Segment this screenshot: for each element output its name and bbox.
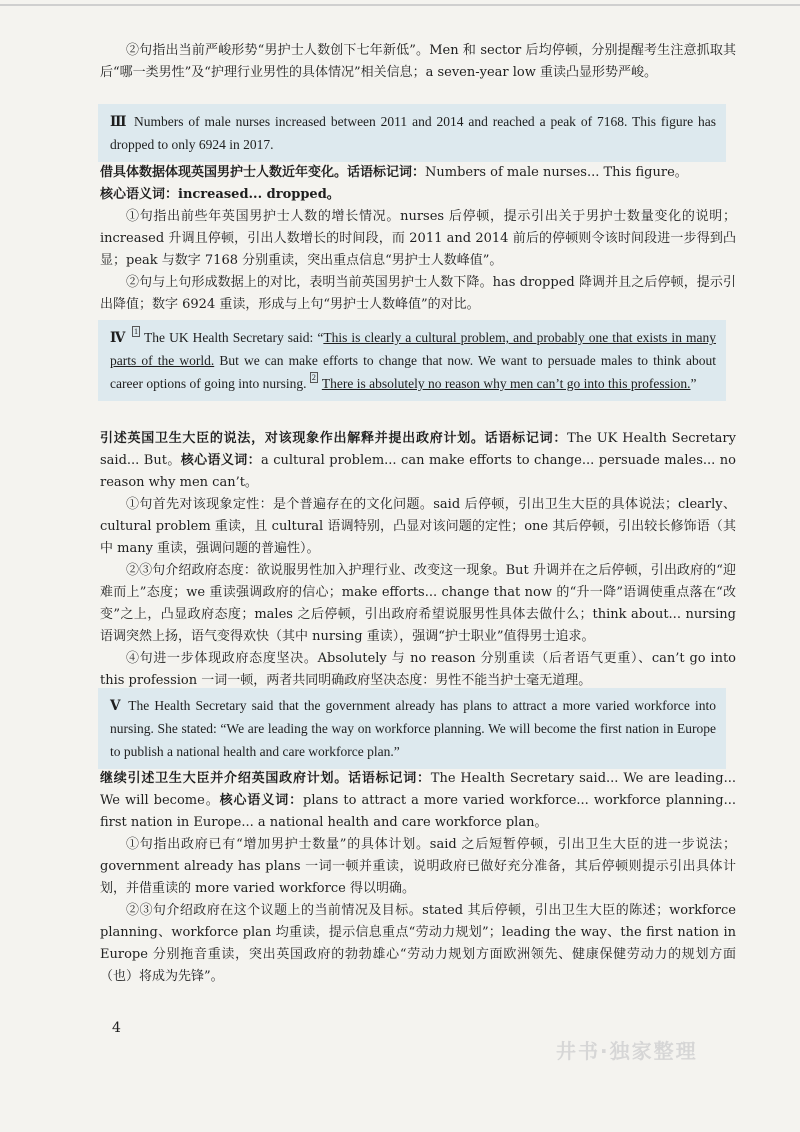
underlined-text-2: There is absolutely no reason why men can’t go into this profession. bbox=[321, 376, 691, 391]
analysis-core-rest: a cultural problem... can make efforts to change... persuade males... no reason why men can’t。 bbox=[100, 453, 736, 490]
analysis-point-3: ④句进一步体现政府态度坚决。Absolutely 与 no reason 分别重读（后者语气更重）、can’t go into this profession 一词一顿，两者共同明确政府坚决态度：男性不能当护士毫无道理。 bbox=[100, 651, 736, 688]
page-number: 4 bbox=[112, 1020, 121, 1036]
analysis-lead: 借具体数据体现英国男护士人数近年变化。话语标记词： bbox=[100, 165, 426, 180]
analysis-lead-rest: Numbers of male nurses... This figure。 bbox=[425, 165, 688, 180]
paragraph-intro bbox=[100, 40, 736, 84]
paragraph-text: ②句指出当前严峻形势“男护士人数创下七年新低”。Men 和 sector 后均停顿，分别提醒考生注意抓取其后“哪一类男性”及“护理行业男性的具体情况”相关信息；a seven-year low 重读凸显形势严峻。 bbox=[100, 43, 736, 80]
analysis-lead: 引述英国卫生大臣的说法，对该现象作出解释并提出政府计划。话语标记词： bbox=[100, 431, 568, 446]
passage-numeral: Ⅴ bbox=[110, 698, 123, 713]
analysis-4 bbox=[100, 428, 736, 692]
analysis-point-2: ②③句介绍政府在这个议题上的当前情况及目标。stated 其后停顿，引出卫生大臣的陈述；workforce planning、workforce plan 均重读，提示信息重点“劳动力规划”；leading the way、the first nation in Europe 分别拖音重读，突出英国政府的勃勃雄心“劳动力规划方面欧洲领先、健康保健劳动力的规划方面（也）将成为先锋”。 bbox=[100, 903, 736, 984]
passage-text-end: ” bbox=[690, 376, 697, 391]
analysis-point-1: ①句指出政府已有“增加男护士数量”的具体计划。said 之后短暂停顿，引出卫生大臣的进一步说法；government already has plans 一词一顿并重读，说明政府已做好充分准备，其后停顿则提示引出具体计划，并借重读的 more varied workforce 得以明确。 bbox=[100, 837, 736, 896]
passage-numeral: Ⅳ bbox=[110, 330, 127, 345]
passage-box-4 bbox=[98, 320, 726, 401]
passage-box-5 bbox=[98, 688, 726, 769]
analysis-point-2: ②③句介绍政府态度：欲说服男性加入护理行业、改变这一现象。But 升调并在之后停顿，引出政府的“迎难而上”态度；we 重读强调政府的信心；make efforts... change that now 的“升一降”语调使重点落在“改变”之上，凸显政府态度；males 之后停顿，引出政府希望说服男性具体去做什么；think about... nursing 语调突然上扬，语气变得欢快（其中 nursing 重读），强调“护士职业”值得男士追求。 bbox=[100, 563, 736, 644]
passage-box-3 bbox=[98, 104, 726, 162]
passage-text: The Health Secretary said that the government already has plans to attract a more varied workforce into nursing. She stated: “We are leading the way on workforce planning. We will become the first nation in Europe to publish a national health and care workforce plan.” bbox=[110, 698, 716, 759]
analysis-lead-rest: The Health Secretary said... We are leading... We will become。 bbox=[100, 771, 736, 808]
analysis-core-label: 核心语义词： bbox=[180, 453, 261, 468]
passage-text-2: But we can make efforts to change that now. We want to persuade males to think about career options of going into nursing. bbox=[110, 353, 716, 391]
top-rule bbox=[0, 4, 800, 6]
analysis-3 bbox=[100, 162, 736, 316]
analysis-point-1: ①句指出前些年英国男护士人数的增长情况。nurses 后停顿，提示引出关于男护士数量变化的说明；increased 升调且停顿，引出人数增长的时间段，而 2011 and 2014 前后的停顿则令该时间段进一步得到凸显；peak 与数字 7168 分别重读，突出重点信息“男护士人数峰值”。 bbox=[100, 209, 736, 268]
passage-text-1: The UK Health Secretary said: “ bbox=[144, 330, 324, 345]
sentence-marker-1: 1 bbox=[134, 327, 139, 336]
analysis-point-2: ②句与上句形成数据上的对比，表明当前英国男护士人数下降。has dropped 降调并且之后停顿，提示引出降值；数字 6924 重读，形成与上句“男护士人数峰值”的对比。 bbox=[100, 275, 736, 312]
passage-numeral: Ⅲ bbox=[110, 114, 128, 129]
analysis-5 bbox=[100, 768, 736, 988]
analysis-lead-rest: The UK Health Secretary said... But。 bbox=[100, 431, 736, 468]
analysis-point-1: ①句首先对该现象定性：是个普遍存在的文化问题。said 后停顿，引出卫生大臣的具体说法；clearly、cultural problem 重读，且 cultural 语调特别，凸显对该问题的定性；one 其后停顿，引出较长修饰语（其中 many 重读，强调问题的普遍性）。 bbox=[100, 497, 736, 556]
sentence-marker-2: 2 bbox=[311, 373, 316, 382]
analysis-core: 核心语义词：increased... dropped。 bbox=[100, 187, 340, 202]
passage-text: Numbers of male nurses increased between 2011 and 2014 and reached a peak of 7168. This figure has dropped to only 6924 in 2017. bbox=[110, 114, 716, 152]
analysis-core-rest: plans to attract a more varied workforce... workforce planning... first nation in Europe... a national health and care workforce plan。 bbox=[100, 793, 736, 830]
analysis-core-label: 核心语义词： bbox=[219, 793, 304, 808]
analysis-lead: 继续引述卫生大臣并介绍英国政府计划。话语标记词： bbox=[100, 771, 431, 786]
watermark-stamp: 井书·独家整理 bbox=[556, 1039, 698, 1063]
underlined-text-1: This is clearly a cultural problem, and probably one that exists in many parts of the world. bbox=[110, 330, 717, 368]
